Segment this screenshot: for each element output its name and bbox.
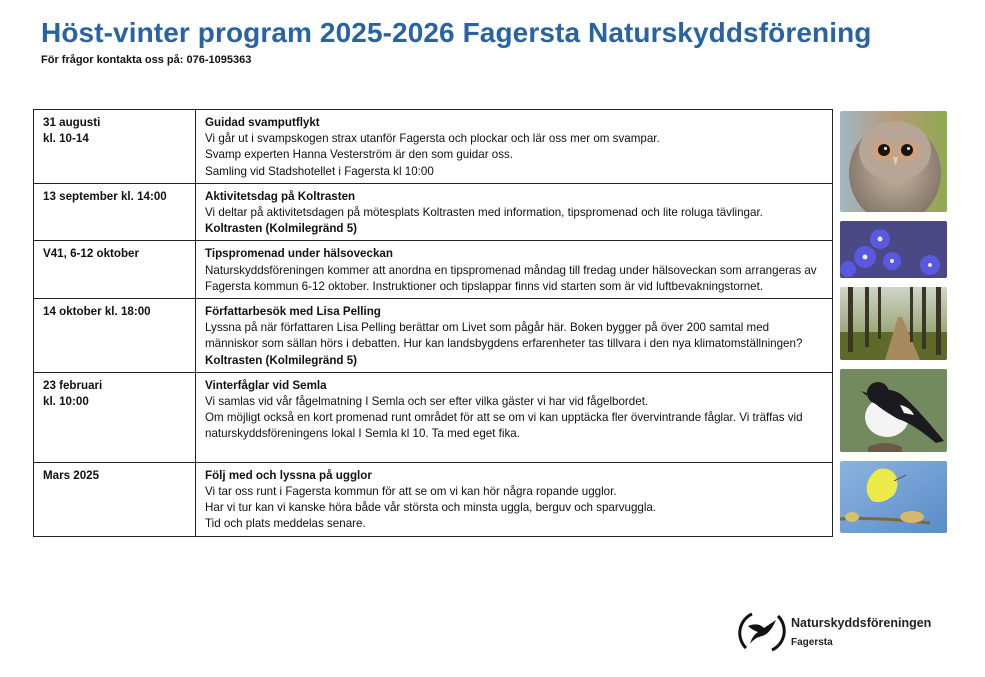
event-details	[196, 462, 833, 536]
event-row	[34, 110, 833, 184]
event-date-line: kl. 10:00	[43, 395, 89, 409]
swallow-logo-icon	[738, 608, 786, 656]
event-date-line: 13 september kl. 14:00	[43, 189, 167, 203]
event-description-line: Vi samlas vid vår fågelmatning I Semla och ser efter vilka gäster vi har vid fågelbordet.	[205, 395, 649, 409]
event-details	[196, 183, 833, 241]
event-date	[34, 183, 196, 241]
event-title: Vinterfåglar vid Semla	[205, 378, 327, 392]
event-date	[34, 110, 196, 184]
event-details	[196, 372, 833, 462]
event-description-line: Vi går ut i svampskogen strax utanför Fagersta och plockar och lär oss mer om svampar.	[205, 132, 660, 146]
event-details	[196, 110, 833, 184]
program-table	[33, 109, 833, 537]
event-description-line: Samling vid Stadshotellet i Fagersta kl 10:00	[205, 164, 434, 178]
event-details	[196, 241, 833, 299]
event-description-line: Har vi tur kan vi kanske höra både vår största och minsta uggla, berguv och sparvuggla.	[205, 501, 657, 515]
event-title: Aktivitetsdag på Koltrasten	[205, 189, 356, 203]
yellow-butterfly-photo	[840, 461, 947, 533]
event-description-line: Vi tar oss runt i Fagersta kommun för att se om vi kan hör några ropande ugglor.	[205, 485, 617, 499]
forest-path-photo	[840, 287, 947, 360]
event-row	[34, 299, 833, 373]
logo-branch: Fagersta	[791, 637, 833, 648]
event-date-line: V41, 6-12 oktober	[43, 247, 140, 261]
event-date-line: 23 februari	[43, 378, 103, 392]
event-description-line: Lyssna på när författaren Lisa Pelling berättar om Livet som pågår här. Boken bygger på över 200 samtal med människor som sällan hörs i debatten. Hur kan landsbygdens erfarenheter tas tillvara i den nya klimatomställningen?	[205, 321, 803, 351]
event-date	[34, 372, 196, 462]
event-title: Författarbesök med Lisa Pelling	[205, 305, 381, 319]
event-date	[34, 462, 196, 536]
event-title: Följ med och lyssna på ugglor	[205, 468, 372, 482]
event-description-line: Vi deltar på aktivitetsdagen på mötesplats Koltrasten med information, tipspromenad och lite roluga tävlingar.	[205, 206, 763, 220]
event-date-line: 14 oktober kl. 18:00	[43, 305, 151, 319]
event-row	[34, 372, 833, 462]
event-location: Koltrasten (Kolmilegränd 5)	[205, 222, 358, 236]
page-title: Höst-vinter program 2025-2026 Fagersta Naturskyddsförening	[41, 17, 872, 48]
event-row	[34, 241, 833, 299]
event-row	[34, 183, 833, 241]
event-description-line: Om möjligt också en kort promenad runt området för att se om vi kan upptäcka fler övervintrande fåglar. Vi träffas vid naturskyddsföreningens lokal I Semla kl 10. Ta med eget fika.	[205, 411, 803, 441]
event-description-line: Tid och plats meddelas senare.	[205, 517, 366, 531]
event-date-line: 31 augusti	[43, 116, 101, 129]
event-description-line: Svamp experten Hanna Vesterström är den som guidar oss.	[205, 148, 514, 162]
event-date-line: Mars 2025	[43, 468, 100, 482]
event-date	[34, 241, 196, 299]
event-details	[196, 299, 833, 373]
naturskyddsforeningen-logo	[738, 608, 948, 658]
pied-flycatcher-photo	[840, 369, 947, 452]
contact-info: För frågor kontakta oss på: 076-1095363	[41, 54, 252, 66]
event-date-line: kl. 10-14	[43, 132, 89, 146]
event-title: Tipspromenad under hälsoveckan	[205, 247, 393, 261]
blue-anemone-flowers-photo	[840, 221, 947, 278]
event-row	[34, 462, 833, 536]
logo-name: Naturskyddsföreningen	[791, 616, 932, 630]
event-description-line: Naturskyddsföreningen kommer att anordna en tipspromenad måndag till fredag under hälsoveckan som arrangeras av Fagersta kommun 6-12 oktober. Instruktioner och tipslappar finns vid starten som är vid luftbevakningstornet.	[205, 263, 817, 293]
event-title: Guidad svamputflykt	[205, 116, 320, 129]
event-date	[34, 299, 196, 373]
owl-chick-photo	[840, 111, 947, 212]
event-location: Koltrasten (Kolmilegränd 5)	[205, 353, 358, 367]
event-description-line	[205, 443, 823, 459]
